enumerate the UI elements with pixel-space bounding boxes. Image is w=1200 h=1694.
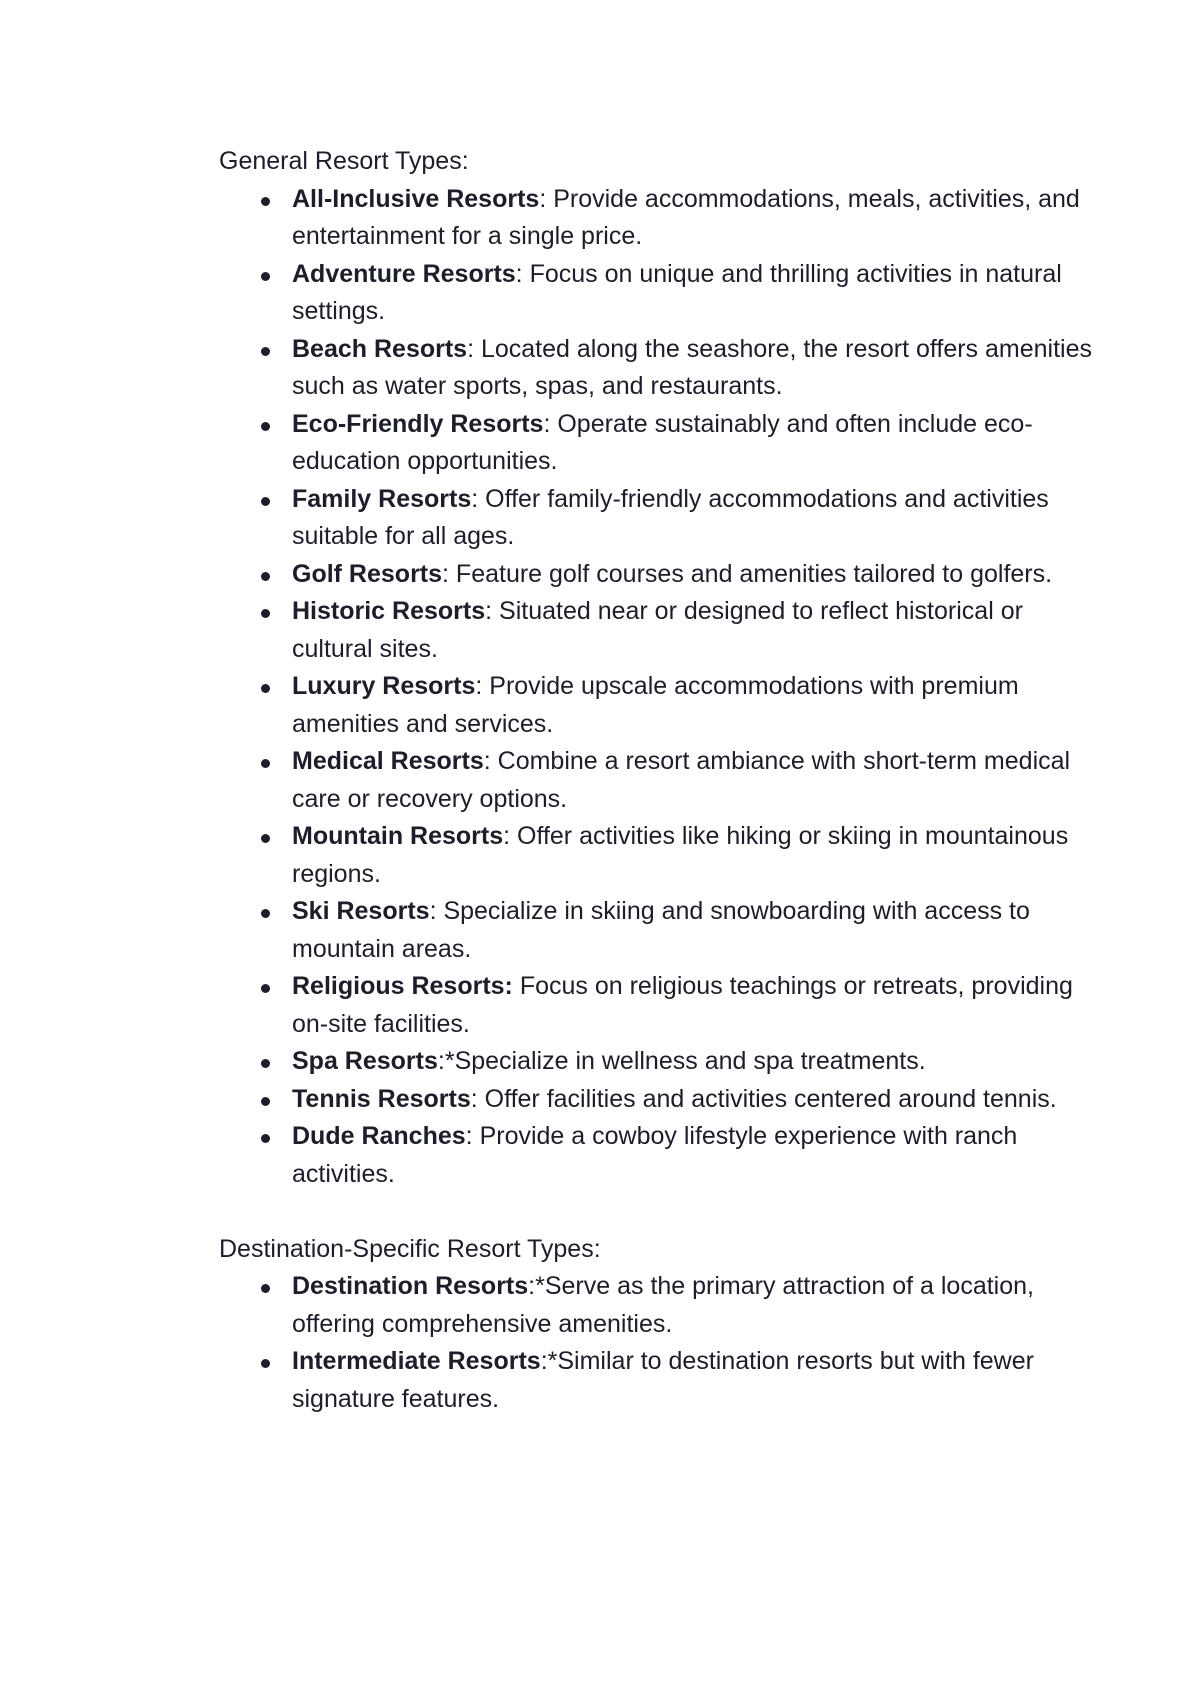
- item-term: Medical Resorts: [292, 747, 484, 775]
- item-term: Destination Resorts: [292, 1272, 529, 1300]
- item-desc: : Located along the seashore, the resort offers amenities such as water sports, spas, and restaurants.: [292, 334, 1092, 400]
- list-item: [219, 818, 1099, 893]
- item-desc: : Focus on unique and thrilling activities in natural settings.: [292, 259, 1062, 325]
- item-desc: Focus on religious teachings or retreats, providing on-site facilities.: [292, 972, 1073, 1038]
- list-item: [219, 1043, 1099, 1081]
- section-title-general: General Resort Types:: [219, 147, 469, 175]
- list-item: [219, 256, 1099, 331]
- item-desc: : Operate sustainably and often include eco-education opportunities.: [292, 409, 1033, 475]
- general-resort-list: [219, 181, 1099, 1194]
- bullet-icon: [261, 609, 270, 618]
- item-term: Adventure Resorts: [292, 259, 516, 288]
- item-term: Mountain Resorts: [292, 822, 504, 850]
- item-desc: : Provide a cowboy lifestyle experience with ranch activities.: [292, 1122, 1018, 1188]
- item-term: Luxury Resorts: [292, 672, 476, 700]
- item-desc: : Situated near or designed to reflect historical or cultural sites.: [292, 597, 1023, 663]
- list-item: [219, 406, 1099, 481]
- bullet-icon: [261, 497, 270, 506]
- item-term: Ski Resorts: [292, 897, 430, 925]
- bullet-icon: [261, 1359, 270, 1368]
- bullet-icon: [261, 1097, 270, 1106]
- list-item: [219, 1343, 1099, 1418]
- bullet-icon: [261, 272, 270, 281]
- item-desc: : Provide upscale accommodations with premium amenities and services.: [292, 672, 1019, 738]
- item-desc: :*Specialize in wellness and spa treatments.: [437, 1047, 926, 1075]
- item-desc: :*Serve as the primary attraction of a location, offering comprehensive amenities.: [292, 1272, 1034, 1338]
- item-desc: : Offer activities like hiking or skiing in mountainous regions.: [292, 822, 1069, 888]
- item-term: Historic Resorts: [292, 597, 486, 625]
- item-term: Tennis Resorts: [292, 1084, 471, 1113]
- document-page: [219, 143, 1099, 1418]
- section-title-destination: Destination-Specific Resort Types:: [219, 1234, 601, 1263]
- item-term: All-Inclusive Resorts: [292, 184, 540, 213]
- item-desc: : Provide accommodations, meals, activities, and entertainment for a single price.: [292, 184, 1080, 250]
- section-spacer: [219, 1193, 1099, 1231]
- list-item: [219, 668, 1099, 743]
- item-term: Spa Resorts: [292, 1047, 438, 1075]
- list-item: [219, 1268, 1099, 1343]
- item-term: Intermediate Resorts: [292, 1347, 541, 1375]
- list-item: [219, 1081, 1099, 1119]
- bullet-icon: [261, 197, 270, 206]
- bullet-icon: [261, 1134, 270, 1143]
- list-item: [219, 593, 1099, 668]
- bullet-icon: [261, 684, 270, 693]
- list-item: [219, 743, 1099, 818]
- item-desc: : Combine a resort ambiance with short-term medical care or recovery options.: [292, 747, 1071, 813]
- list-item: [219, 181, 1099, 256]
- item-desc: : Feature golf courses and amenities tailored to golfers.: [442, 559, 1053, 588]
- bullet-icon: [261, 1284, 270, 1293]
- item-desc: : Offer family-friendly accommodations and activities suitable for all ages.: [292, 484, 1049, 550]
- list-item: [219, 331, 1099, 406]
- item-term: Religious Resorts:: [292, 972, 513, 1000]
- bullet-icon: [261, 572, 270, 581]
- list-item: [219, 893, 1099, 968]
- bullet-icon: [261, 909, 270, 918]
- item-term: Family Resorts: [292, 484, 472, 513]
- list-item: [219, 556, 1099, 594]
- item-desc: : Specialize in skiing and snowboarding with access to mountain areas.: [292, 897, 1030, 963]
- item-term: Eco-Friendly Resorts: [292, 409, 544, 438]
- bullet-icon: [261, 347, 270, 356]
- item-desc: :*Similar to destination resorts but with fewer signature features.: [292, 1347, 1034, 1413]
- bullet-icon: [261, 984, 270, 993]
- bullet-icon: [261, 834, 270, 843]
- item-term: Golf Resorts: [292, 559, 443, 588]
- list-item: [219, 481, 1099, 556]
- list-item: [219, 1118, 1099, 1193]
- bullet-icon: [261, 1059, 270, 1068]
- item-term: Dude Ranches: [292, 1122, 466, 1150]
- item-desc: : Offer facilities and activities centered around tennis.: [470, 1084, 1057, 1113]
- bullet-icon: [261, 422, 270, 431]
- bullet-icon: [261, 759, 270, 768]
- destination-resort-list: [219, 1268, 1099, 1418]
- item-term: Beach Resorts: [292, 334, 468, 363]
- list-item: [219, 968, 1099, 1043]
